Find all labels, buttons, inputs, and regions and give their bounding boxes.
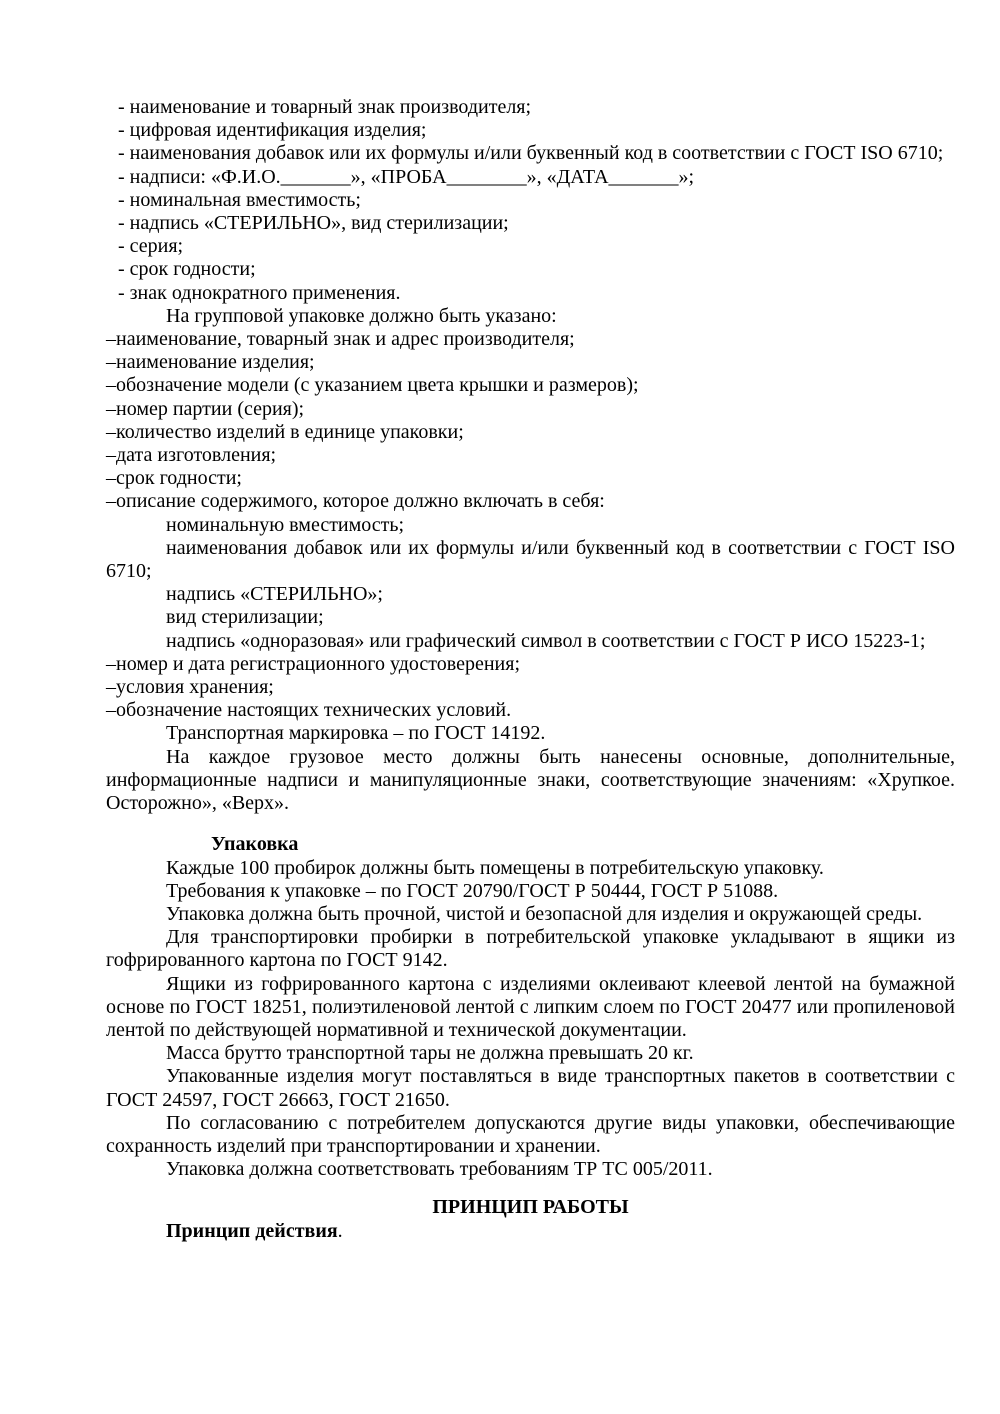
- paragraph: Для транспортировки пробирки в потребительской упаковке укладывают в ящики из гофрированного картона по ГОСТ 9142.: [106, 926, 955, 972]
- list-item: - знак однократного применения.: [118, 281, 401, 304]
- list-item: –описание содержимого, которое должно включать в себя:: [106, 490, 605, 513]
- list-item: –обозначение модели (с указанием цвета крышки и размеров);: [106, 374, 639, 397]
- list-item: –наименование, товарный знак и адрес производителя;: [106, 328, 575, 351]
- paragraph: Упаковка должна быть прочной, чистой и безопасной для изделия и окружающей среды.: [166, 902, 923, 925]
- paragraph: На групповой упаковке должно быть указано:: [166, 304, 557, 327]
- list-item: –условия хранения;: [106, 676, 274, 699]
- list-item: - наименование и товарный знак производителя;: [118, 96, 532, 118]
- list-item: - наименования добавок или их формулы и/или буквенный код в соответствии с ГОСТ ISO 6710;: [118, 142, 944, 165]
- sub-list-item: номинальную вместимость;: [166, 513, 405, 536]
- paragraph: По согласованию с потребителем допускаются другие виды упаковки, обеспечивающие сохранность изделий при транспортировании и хранении.: [106, 1111, 955, 1157]
- list-item: - надписи: «Ф.И.О._______», «ПРОБА________», «ДАТА_______»;: [118, 165, 695, 188]
- sub-list-item: вид стерилизации;: [166, 606, 324, 629]
- principle-lead-period: .: [337, 1219, 343, 1242]
- list-item: –обозначение настоящих технических условий.: [106, 699, 512, 722]
- paragraph: Ящики из гофрированного картона с изделиями оклеивают клеевой лентой на бумажной основе по ГОСТ 18251, полиэтиленовой лентой с липким слоем по ГОСТ 20477 или пропиленовой лентой по действующей нормативной и технической документации.: [106, 972, 955, 1041]
- sub-list-item: наименования добавок или их формулы и/или буквенный код в соответствии с ГОСТ ISO 6710;: [106, 536, 955, 583]
- paragraph: На каждое грузовое место должны быть нанесены основные, дополнительные, информационные надписи и манипуляционные знаки, соответствующие значениям: «Хрупкое. Осторожно», «Верх».: [106, 745, 955, 815]
- list-item: –наименование изделия;: [106, 351, 315, 374]
- list-item: - серия;: [118, 235, 184, 258]
- list-item: –дата изготовления;: [106, 444, 277, 467]
- list-item: –количество изделий в единице упаковки;: [106, 420, 464, 443]
- list-item: - цифровая идентификация изделия;: [118, 119, 427, 142]
- list-item: –номер партии (серия);: [106, 397, 305, 420]
- sub-list-item: надпись «СТЕРИЛЬНО»;: [166, 583, 383, 606]
- paragraph: Требования к упаковке – по ГОСТ 20790/ГОСТ Р 50444, ГОСТ Р 51088.: [166, 879, 779, 902]
- paragraph: Транспортная маркировка – по ГОСТ 14192.: [166, 722, 546, 745]
- sub-list-item: надпись «одноразовая» или графический символ в соответствии с ГОСТ Р ИСО 15223-1;: [166, 629, 926, 652]
- packaging-section-heading: Упаковка: [211, 833, 299, 856]
- paragraph: Упаковка должна соответствовать требованиям ТР ТС 005/2011.: [166, 1158, 713, 1181]
- paragraph: [106, 1220, 955, 1243]
- principle-section-heading: ПРИНЦИП РАБОТЫ: [432, 1196, 629, 1219]
- list-item: - надпись «СТЕРИЛЬНО», вид стерилизации;: [118, 212, 509, 235]
- list-item: - срок годности;: [118, 258, 256, 281]
- list-item: –номер и дата регистрационного удостоверения;: [106, 652, 521, 675]
- principle-lead-label: Принцип действия: [166, 1219, 338, 1242]
- paragraph: Каждые 100 пробирок должны быть помещены в потребительскую упаковку.: [166, 856, 824, 879]
- paragraph: Упакованные изделия могут поставляться в виде транспортных пакетов в соответствии с ГОСТ 24597, ГОСТ 26663, ГОСТ 21650.: [106, 1065, 955, 1111]
- paragraph: Масса брутто транспортной тары не должна превышать 20 кг.: [166, 1042, 694, 1065]
- list-item: - номинальная вместимость;: [118, 188, 361, 211]
- list-item: –срок годности;: [106, 467, 242, 490]
